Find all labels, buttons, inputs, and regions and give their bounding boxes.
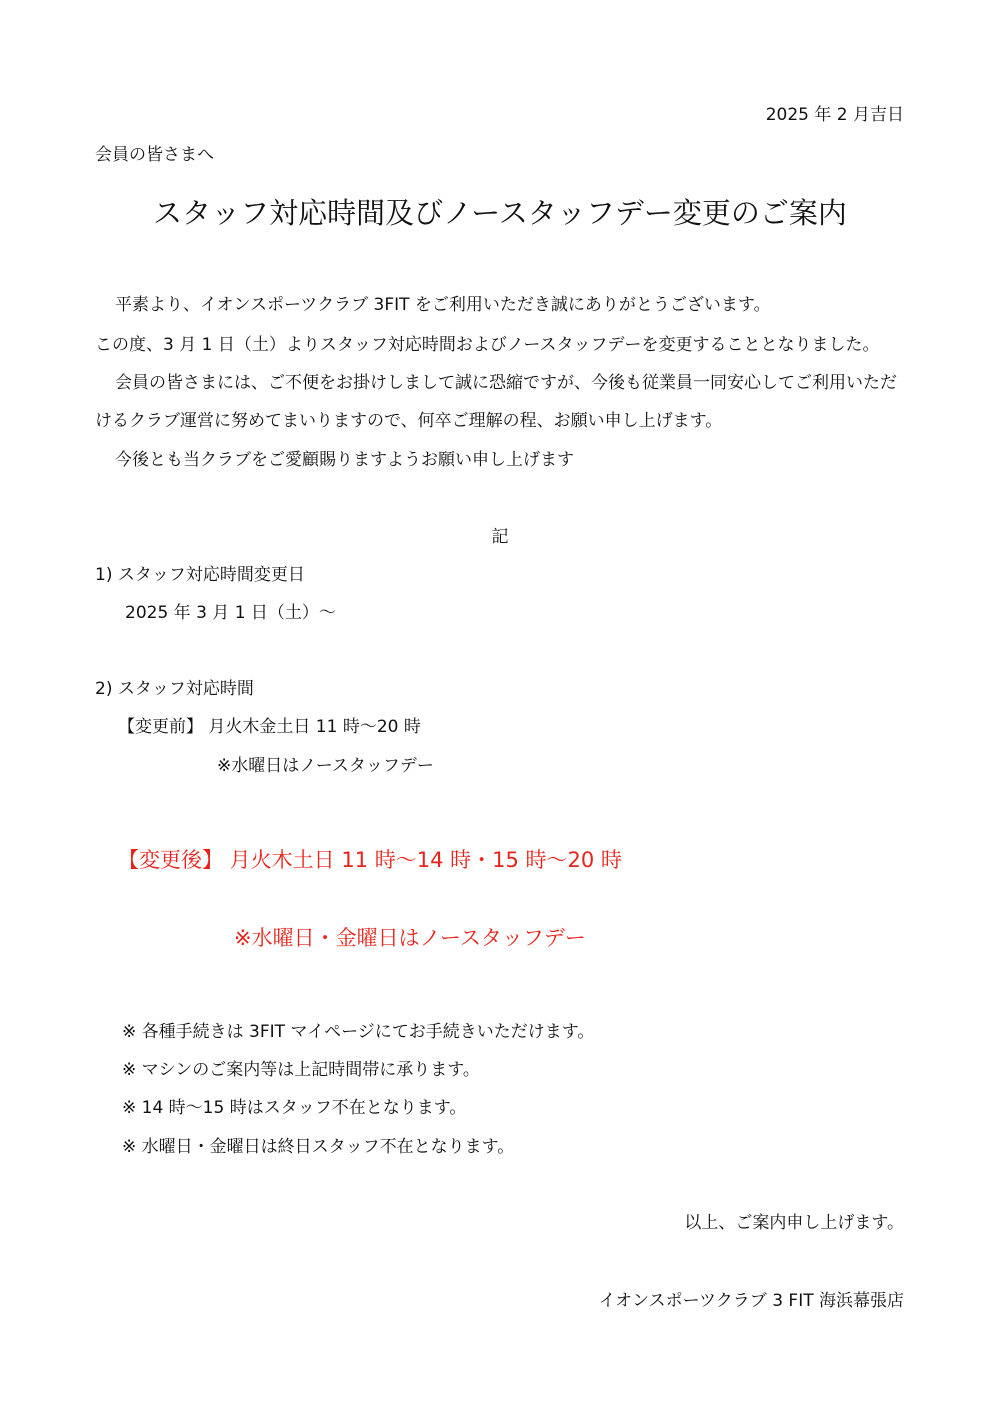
note-item-2: ※ マシンのご案内等は上記時間帯に承ります。 — [122, 1060, 480, 1080]
body-paragraph-4: 今後とも当クラブをご愛顧賜りますようお願い申し上げます — [115, 450, 574, 470]
body-paragraph-3: 会員の皆さまには、ご不便をお掛けしまして誠に恐縮ですが、今後も従業員一同安心してご利用いただ — [115, 373, 897, 393]
note-item-1: ※ 各種手続きは 3FIT マイページにてお手続きいただけます。 — [122, 1022, 595, 1042]
hours-after-note: ※水曜日・金曜日はノースタッフデー — [234, 926, 586, 950]
hours-before: 【変更前】 月火木金土日 11 時～20 時 — [118, 717, 421, 737]
body-paragraph-1: 平素より、イオンスポーツクラブ 3FIT をご利用いただき誠にありがとうございます。 — [115, 295, 771, 315]
closing-line: 以上、ご案内申し上げます。 — [684, 1213, 904, 1233]
note-item-3: ※ 14 時～15 時はスタッフ不在となります。 — [122, 1098, 467, 1118]
body-paragraph-2: この度、3 月 1 日（土）よりスタッフ対応時間およびノースタッフデーを変更することとなりました。 — [95, 335, 880, 355]
page-title: スタッフ対応時間及びノースタッフデー変更のご案内 — [153, 196, 847, 230]
section2-heading: 2) スタッフ対応時間 — [95, 679, 254, 699]
sender-name: イオンスポーツクラブ 3 FIT 海浜幕張店 — [598, 1291, 904, 1311]
body-paragraph-3-cont: けるクラブ運営に努めてまいりますので、何卒ご理解の程、お願い申し上げます。 — [95, 411, 723, 431]
ki-heading: 記 — [491, 527, 509, 547]
section1-heading: 1) スタッフ対応時間変更日 — [95, 565, 305, 585]
salutation: 会員の皆さまへ — [95, 145, 214, 165]
notice-date: 2025 年 2 月吉日 — [765, 105, 904, 125]
note-item-4: ※ 水曜日・金曜日は終日スタッフ不在となります。 — [122, 1137, 515, 1157]
hours-before-note: ※水曜日はノースタッフデー — [217, 756, 434, 776]
hours-after: 【変更後】 月火木土日 11 時～14 時・15 時～20 時 — [118, 848, 622, 872]
section1-date: 2025 年 3 月 1 日（土）～ — [125, 603, 336, 623]
